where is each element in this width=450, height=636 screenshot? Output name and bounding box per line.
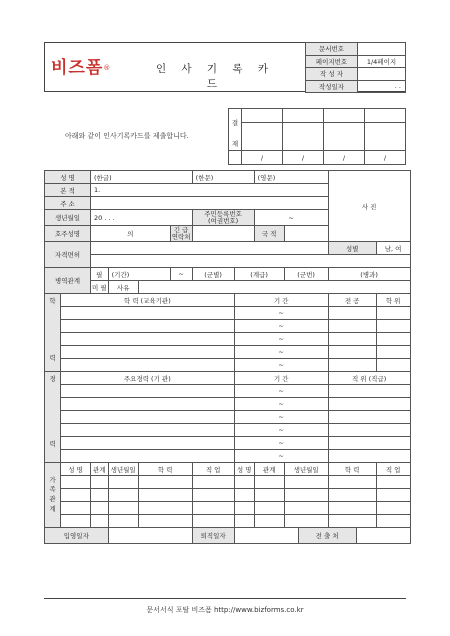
license-label: 자격면허 xyxy=(45,242,91,268)
family-cell[interactable] xyxy=(91,502,109,515)
family-cell[interactable] xyxy=(192,489,234,502)
military-number[interactable]: (군번) xyxy=(284,268,328,281)
join-date-label: 입영일자 xyxy=(45,528,109,544)
military-rank[interactable]: (계급) xyxy=(234,268,284,281)
military-tilde: ~ xyxy=(170,268,192,281)
approval-sign-cell[interactable] xyxy=(324,137,365,151)
approval-title-cell[interactable] xyxy=(242,109,283,123)
education-row-major[interactable] xyxy=(328,333,376,346)
career-period-header: 기 간 xyxy=(234,372,328,385)
family-header-relation: 관계 xyxy=(254,463,284,476)
document-meta-table xyxy=(305,42,406,93)
approval-label: 재 xyxy=(229,137,242,151)
birth-value[interactable]: 20 . . . xyxy=(91,210,193,226)
education-row-school[interactable] xyxy=(61,320,235,333)
name-korean[interactable]: (한글) xyxy=(91,171,193,184)
family-header-job: 직 업 xyxy=(376,463,410,476)
footer-divider xyxy=(44,598,406,599)
career-row-org[interactable] xyxy=(61,411,235,424)
education-row-period[interactable]: ~ xyxy=(234,307,328,320)
meta-label: 문서번호 xyxy=(306,43,358,56)
education-side-label xyxy=(45,294,61,372)
career-row-org[interactable] xyxy=(61,398,235,411)
family-cell[interactable] xyxy=(234,502,254,515)
career-row-org[interactable] xyxy=(61,437,235,450)
education-row-school[interactable] xyxy=(61,346,235,359)
family-side-label xyxy=(45,463,61,528)
family-cell[interactable] xyxy=(108,476,138,489)
career-row-period[interactable]: ~ xyxy=(234,424,328,437)
meta-value[interactable] xyxy=(358,43,406,56)
military-type[interactable]: (병과) xyxy=(328,268,410,281)
family-cell[interactable] xyxy=(254,476,284,489)
name-english[interactable]: (영문) xyxy=(254,171,328,184)
family-cell[interactable] xyxy=(376,515,410,528)
approval-title-cell[interactable] xyxy=(283,109,324,123)
household-head-value[interactable]: 의 xyxy=(91,226,171,242)
education-major-header: 전 공 xyxy=(328,294,376,307)
family-side-3: 관 xyxy=(49,495,56,503)
military-branch[interactable]: (군별) xyxy=(192,268,234,281)
nationality-label: 국 적 xyxy=(254,226,284,242)
career-row-position[interactable] xyxy=(328,424,410,437)
family-cell[interactable] xyxy=(61,489,91,502)
career-row-position[interactable] xyxy=(328,437,410,450)
meta-value[interactable]: . . xyxy=(358,80,406,93)
meta-label: 페이지번호 xyxy=(306,55,358,68)
approval-sign-cell[interactable] xyxy=(242,137,283,151)
approval-title-cell[interactable] xyxy=(365,109,406,123)
education-side-top: 학 xyxy=(49,297,56,305)
military-not-done[interactable]: 미 필 xyxy=(91,281,109,294)
family-header-education: 학 력 xyxy=(138,463,192,476)
military-period[interactable]: (기간) xyxy=(108,268,170,281)
family-cell[interactable] xyxy=(328,476,376,489)
family-cell[interactable] xyxy=(108,515,138,528)
emergency-contact-value[interactable] xyxy=(192,226,254,242)
career-side-bottom: 력 xyxy=(49,440,56,448)
education-side-bottom: 력 xyxy=(49,354,56,362)
meta-value[interactable]: 1/4페이지 xyxy=(358,55,406,68)
career-side-top: 경 xyxy=(49,375,56,383)
family-cell[interactable] xyxy=(192,515,234,528)
career-row-org[interactable] xyxy=(61,385,235,398)
approval-sign-cell[interactable] xyxy=(242,123,283,137)
family-cell[interactable] xyxy=(138,502,192,515)
address-value[interactable] xyxy=(91,197,329,210)
family-cell[interactable] xyxy=(284,502,328,515)
license-value[interactable] xyxy=(91,242,329,255)
education-period-header: 기 간 xyxy=(234,294,328,307)
transfer-label: 전 출 처 xyxy=(298,528,356,544)
education-row-major[interactable] xyxy=(328,307,376,320)
meta-label: 작성일자 xyxy=(306,80,358,93)
education-row-period[interactable]: ~ xyxy=(234,320,328,333)
leave-date-label: 퇴직일자 xyxy=(192,528,234,544)
career-row-position[interactable] xyxy=(328,450,410,463)
career-row-period[interactable]: ~ xyxy=(234,398,328,411)
family-header-name: 성 명 xyxy=(234,463,254,476)
education-row-period[interactable]: ~ xyxy=(234,359,328,372)
military-reason-label: 사유 xyxy=(108,281,138,294)
address-label: 주 소 xyxy=(45,197,91,210)
career-row-period[interactable]: ~ xyxy=(234,437,328,450)
approval-label: 결 xyxy=(229,109,242,137)
education-degree-header: 학 위 xyxy=(376,294,410,307)
family-header-relation: 관계 xyxy=(91,463,109,476)
career-row-org[interactable] xyxy=(61,424,235,437)
name-label: 성 명 xyxy=(45,171,91,184)
family-cell[interactable] xyxy=(91,489,109,502)
birth-label: 생년월일 xyxy=(45,210,91,226)
meta-value[interactable] xyxy=(358,68,406,81)
education-row-degree[interactable] xyxy=(376,320,410,333)
family-cell[interactable] xyxy=(192,502,234,515)
education-school-header: 학 력 (교육기관) xyxy=(61,294,235,307)
career-position-header: 직 위 (직급) xyxy=(328,372,410,385)
family-cell[interactable] xyxy=(61,476,91,489)
education-row-degree[interactable] xyxy=(376,359,410,372)
family-header-name: 성 명 xyxy=(61,463,91,476)
approval-label xyxy=(229,151,242,165)
family-cell[interactable] xyxy=(234,476,254,489)
education-row-degree[interactable] xyxy=(376,307,410,320)
approval-sign-cell[interactable] xyxy=(283,123,324,137)
approval-date-slash: / xyxy=(242,151,283,165)
education-row-school[interactable] xyxy=(61,333,235,346)
family-side-2: 족 xyxy=(49,485,56,494)
approval-date-slash: / xyxy=(365,151,406,165)
emergency-contact-label xyxy=(170,226,192,242)
family-header-job: 직 업 xyxy=(192,463,234,476)
submit-statement: 아래와 같이 인사기록카드를 제출합니다. xyxy=(65,132,189,140)
family-cell[interactable] xyxy=(284,476,328,489)
family-cell[interactable] xyxy=(91,515,109,528)
career-row-period[interactable]: ~ xyxy=(234,411,328,424)
family-cell[interactable] xyxy=(61,515,91,528)
household-head-label: 호주성명 xyxy=(45,226,91,242)
military-done[interactable]: 필 xyxy=(91,268,109,281)
education-row-period[interactable]: ~ xyxy=(234,333,328,346)
career-side-label xyxy=(45,372,61,463)
origin-value[interactable]: 1. xyxy=(91,184,329,197)
approval-sign-cell[interactable] xyxy=(365,123,406,137)
family-header-education: 학 력 xyxy=(328,463,376,476)
education-row-period[interactable]: ~ xyxy=(234,346,328,359)
family-cell[interactable] xyxy=(328,515,376,528)
education-row-school[interactable] xyxy=(61,307,235,320)
career-row-period[interactable]: ~ xyxy=(234,450,328,463)
id-number-label-main: 주민등록번호 xyxy=(204,209,242,218)
family-cell[interactable] xyxy=(108,502,138,515)
career-row-position[interactable] xyxy=(328,385,410,398)
family-cell[interactable] xyxy=(138,489,192,502)
approval-date-slash: / xyxy=(324,151,365,165)
education-row-degree[interactable] xyxy=(376,333,410,346)
registered-mark: ® xyxy=(103,63,111,72)
id-number-value[interactable]: ~ xyxy=(254,210,328,226)
family-cell[interactable] xyxy=(376,502,410,515)
family-cell[interactable] xyxy=(234,515,254,528)
approval-sign-cell[interactable] xyxy=(283,137,324,151)
family-cell[interactable] xyxy=(328,502,376,515)
id-number-label xyxy=(192,210,254,226)
family-cell[interactable] xyxy=(234,489,254,502)
approval-table xyxy=(228,108,406,165)
bizforms-logo xyxy=(51,53,135,81)
family-cell[interactable] xyxy=(284,515,328,528)
join-date-value[interactable] xyxy=(108,528,192,544)
career-row-org[interactable] xyxy=(61,450,235,463)
family-cell[interactable] xyxy=(138,476,192,489)
family-cell[interactable] xyxy=(254,502,284,515)
career-row-period[interactable]: ~ xyxy=(234,385,328,398)
military-label: 병역관계 xyxy=(45,268,91,294)
approval-sign-cell[interactable] xyxy=(365,137,406,151)
id-number-label-sub: (여권번호) xyxy=(208,216,239,225)
emergency-label-main: 긴 급 xyxy=(173,225,189,234)
nationality-value[interactable] xyxy=(284,226,328,242)
approval-sign-cell[interactable] xyxy=(324,123,365,137)
family-header-birth: 생년월일 xyxy=(108,463,138,476)
career-row-position[interactable] xyxy=(328,398,410,411)
form-header xyxy=(44,42,406,92)
family-cell[interactable] xyxy=(61,502,91,515)
leave-date-value[interactable] xyxy=(234,528,298,544)
personnel-record-table xyxy=(44,170,411,544)
footer-text: 문서서식 포탈 비즈폼 http://www.bizforms.co.kr xyxy=(146,606,304,614)
page-title: 인 사 기 록 카 드 xyxy=(155,63,275,90)
photo-box[interactable]: 사 진 xyxy=(328,171,410,242)
career-row-position[interactable] xyxy=(328,411,410,424)
family-cell[interactable] xyxy=(328,489,376,502)
family-side-1: 가 xyxy=(49,475,56,484)
emergency-label-sub: 연락처 xyxy=(171,232,191,241)
family-cell[interactable] xyxy=(91,476,109,489)
meta-label: 작 성 자 xyxy=(306,68,358,81)
family-cell[interactable] xyxy=(254,489,284,502)
family-cell[interactable] xyxy=(192,476,234,489)
family-cell[interactable] xyxy=(376,489,410,502)
transfer-value[interactable] xyxy=(356,528,410,544)
name-hanja[interactable]: (한문) xyxy=(192,171,254,184)
education-row-degree[interactable] xyxy=(376,346,410,359)
family-header-birth: 생년월일 xyxy=(284,463,328,476)
military-reason-value[interactable] xyxy=(138,281,410,294)
license-value-2[interactable] xyxy=(91,255,411,268)
origin-label: 본 적 xyxy=(45,184,91,197)
gender-label: 성별 xyxy=(328,242,376,255)
gender-value[interactable]: 남, 여 xyxy=(376,242,410,255)
education-row-major[interactable] xyxy=(328,346,376,359)
approval-title-cell[interactable] xyxy=(324,109,365,123)
family-cell[interactable] xyxy=(138,515,192,528)
family-cell[interactable] xyxy=(108,489,138,502)
education-row-major[interactable] xyxy=(328,359,376,372)
family-cell[interactable] xyxy=(254,515,284,528)
education-row-major[interactable] xyxy=(328,320,376,333)
education-row-school[interactable] xyxy=(61,359,235,372)
career-org-header: 주요경력 (기 관) xyxy=(61,372,235,385)
family-cell[interactable] xyxy=(376,476,410,489)
logo-text: 비즈폼 xyxy=(51,58,104,78)
family-side-4: 계 xyxy=(49,504,56,513)
approval-date-slash: / xyxy=(283,151,324,165)
family-cell[interactable] xyxy=(284,489,328,502)
